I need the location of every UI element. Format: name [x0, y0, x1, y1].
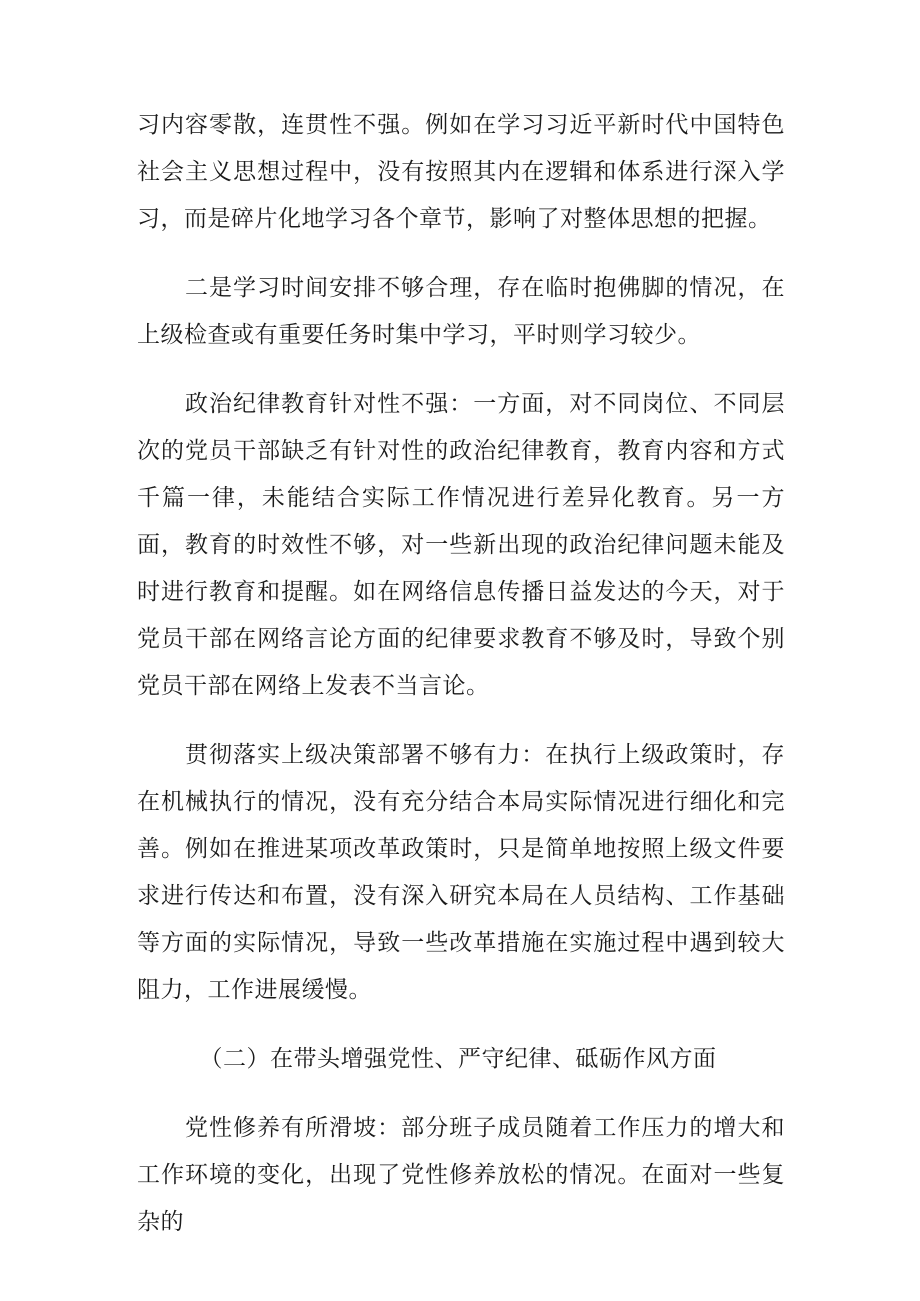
section-heading: （二）在带头增强党性、严守纪律、砥砺作风方面: [199, 1046, 717, 1072]
paragraph-party-spirit: 党性修养有所滑坡：部分班子成员随着工作压力的增大和工作环境的变化，出现了党性修养放松的情况。在面对一些复杂的: [137, 1115, 785, 1235]
paragraph-continuation: 习内容零散，连贯性不强。例如在学习习近平新时代中国特色社会主义思想过程中，没有按照其内在逻辑和体系进行深入学习，而是碎片化地学习各个章节，影响了对整体思想的把握。: [137, 112, 785, 232]
paragraph-discipline-education: 政治纪律教育针对性不强：一方面，对不同岗位、不同层次的党员干部缺乏有针对性的政治纪律教育，教育内容和方式千篇一律，未能结合实际工作情况进行差异化教育。另一方面，教育的时效性不够，对一些新出现的政治纪律问题未能及时进行教育和提醒。如在网络信息传播日益发达的今天，对于党员干部在网络言论方面的纪律要求教育不够及时，导致个别党员干部在网络上发表不当言论。: [137, 391, 785, 699]
paragraph-policy-implementation: 贯彻落实上级决策部署不够有力：在执行上级政策时，存在机械执行的情况，没有充分结合本局实际情况进行细化和完善。例如在推进某项改革政策时，只是简单地按照上级文件要求进行传达和布置，没有深入研究本局在人员结构、工作基础等方面的实际情况，导致一些改革措施在实施过程中遇到较大阻力，工作进展缓慢。: [137, 742, 785, 1003]
document-body: [137, 102, 785, 1268]
paragraph-study-time: 二是学习时间安排不够合理，存在临时抱佛脚的情况，在上级检查或有重要任务时集中学习，平时则学习较少。: [137, 275, 785, 348]
